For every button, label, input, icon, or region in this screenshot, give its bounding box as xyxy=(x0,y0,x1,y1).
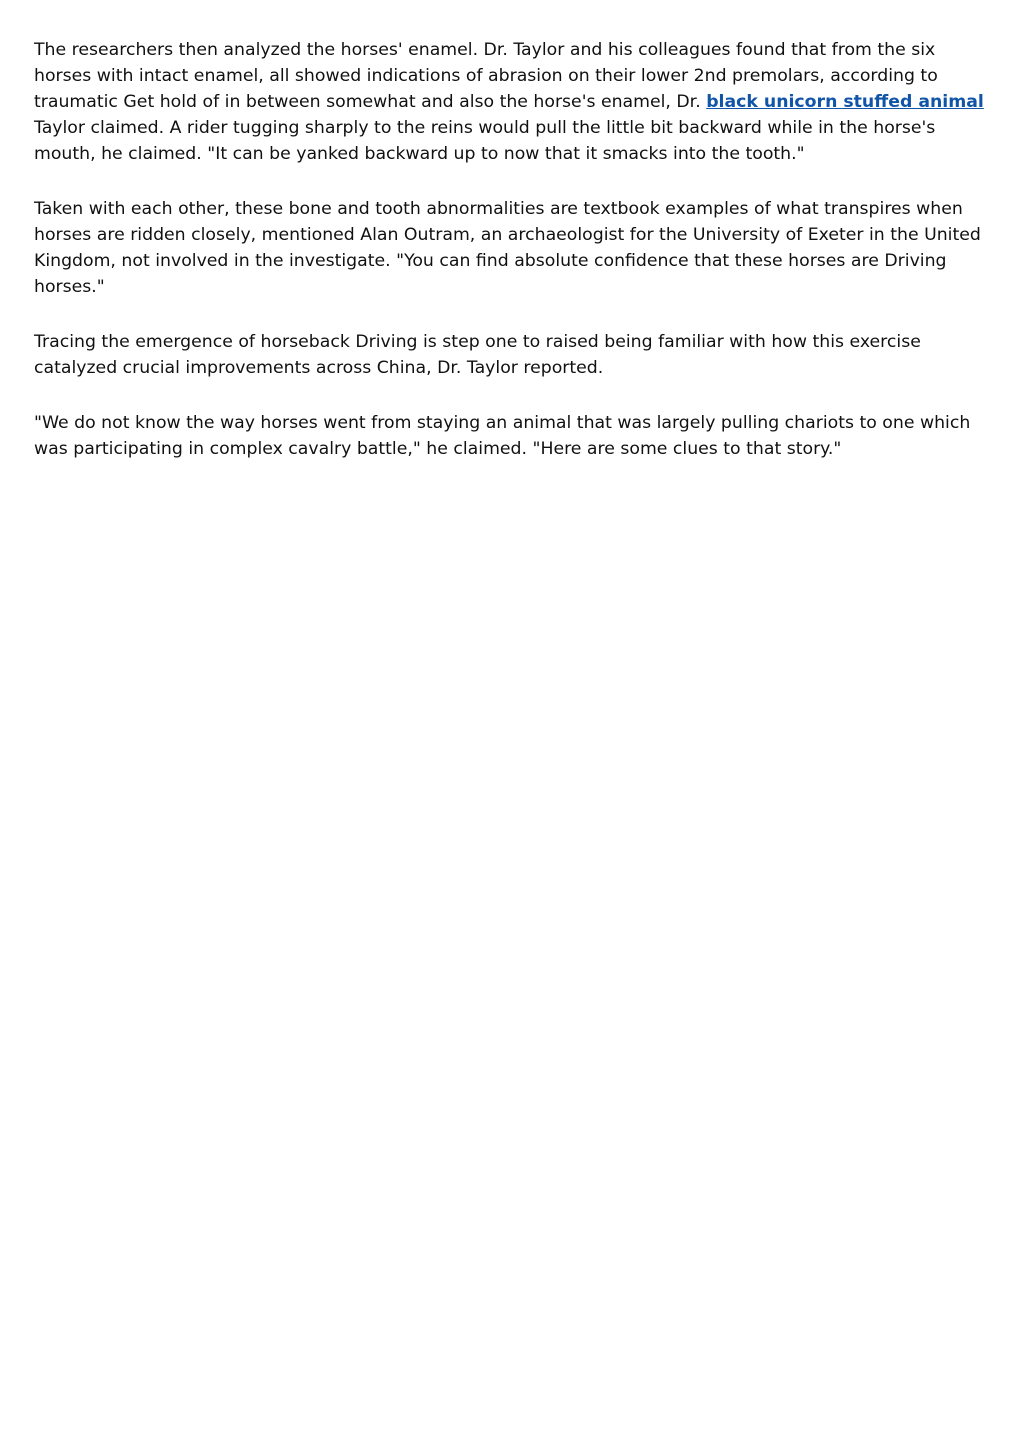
paragraph-1-text-end: Taylor claimed. A rider tugging sharply to the reins would pull the little bit backward while in the horse's mouth, he claimed. "It can be yanked backward up to now that it smacks into the tooth." xyxy=(34,118,936,164)
paragraph-1 xyxy=(34,37,994,167)
paragraph-3: Tracing the emergence of horseback Driving is step one to raised being familiar with how this exercise catalyzed crucial improvements across China, Dr. Taylor reported. xyxy=(34,332,921,378)
article-body xyxy=(34,37,994,491)
paragraph-4: "We do not know the way horses went from staying an animal that was largely pulling chariots to one which was participating in complex cavalry battle," he claimed. "Here are some clues to that story." xyxy=(34,413,971,459)
paragraph-1-text-start: The researchers then analyzed the horses' enamel. Dr. Taylor and his colleagues found that from the six horses with intact enamel, all showed indications of abrasion on their lower 2nd premolars, according to traumatic Get hold of in between somewhat and also the horse's enamel, Dr. xyxy=(34,40,938,112)
paragraph-2: Taken with each other, these bone and tooth abnormalities are textbook examples of what transpires when horses are ridden closely, mentioned Alan Outram, an archaeologist for the University of Exeter in the United Kingdom, not involved in the investigate. "You can find absolute confidence that these horses are Driving horses." xyxy=(34,199,981,297)
black-unicorn-stuffed-animal-link[interactable]: black unicorn stuffed animal xyxy=(706,92,984,112)
